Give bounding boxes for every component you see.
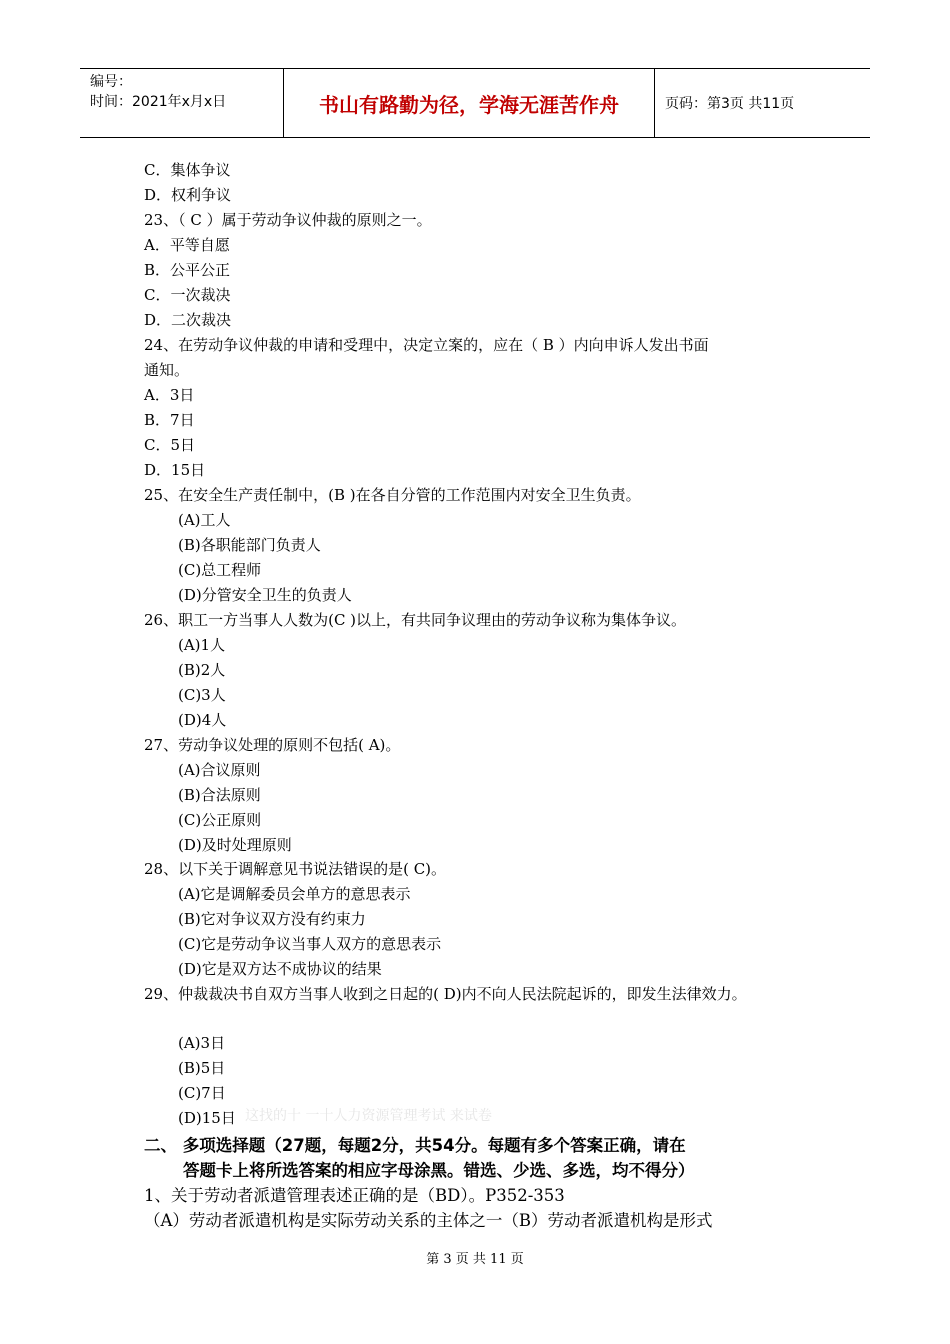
option-line: (B)2人 — [178, 661, 226, 679]
option-line: (B)各职能部门负责人 — [178, 536, 321, 554]
option-line: (D)分管安全卫生的负责人 — [178, 586, 352, 604]
header-motto: 书山有路勤为径，学海无涯苦作舟 — [283, 69, 655, 137]
option-line: (C)它是劳动争议当事人双方的意思表示 — [178, 935, 442, 953]
option-line: (A)3日 — [178, 1034, 226, 1052]
option-line: D．15日 — [144, 461, 206, 479]
option-line: B．公平公正 — [144, 261, 231, 279]
option-line: (D)15日 — [178, 1109, 236, 1127]
option-line: A．3日 — [144, 386, 195, 404]
option-line: (B)它对争议双方没有约束力 — [178, 910, 366, 928]
multi-question-1-options: （A）劳动者派遣机构是实际劳动关系的主体之一（B）劳动者派遣机构是形式 — [144, 1211, 713, 1230]
option-line: (A)1人 — [178, 636, 226, 654]
time-label: 时间：2021年x月x日 — [90, 94, 227, 110]
option-line: (D)4人 — [178, 711, 227, 729]
option-line: (C)公正原则 — [178, 811, 262, 829]
option-line: D．二次裁决 — [144, 311, 232, 329]
option-line: A．平等自愿 — [144, 236, 230, 254]
option-line: (A)工人 — [178, 511, 231, 529]
header-page-code: 页码：第3页 共11页 — [665, 96, 795, 112]
option-line: (A)它是调解委员会单方的意思表示 — [178, 885, 411, 903]
option-line: (B)5日 — [178, 1059, 226, 1077]
option-line: (A)合议原则 — [178, 761, 261, 779]
option-line: C．5日 — [144, 436, 196, 454]
number-label: 编号： — [90, 74, 132, 90]
option-line: (D)及时处理原则 — [178, 836, 292, 854]
question-29: 29、仲裁裁决书自双方当事人收到之日起的( D)内不向人民法院起诉的，即发生法律效力。 — [144, 985, 747, 1003]
question-27: 27、劳动争议处理的原则不包括( A)。 — [144, 736, 401, 754]
question-24: 24、在劳动争议仲裁的申请和受理中，决定立案的，应在（ B ）内向申诉人发出书面 — [144, 336, 709, 354]
question-28: 28、以下关于调解意见书说法错误的是( C)。 — [144, 860, 447, 878]
question-23: 23、（ C ）属于劳动争议仲裁的原则之一。 — [144, 211, 432, 229]
section-title-cont: 答题卡上将所选答案的相应字母涂黑。错选、少选、多选，均不得分） — [183, 1161, 695, 1180]
page-footer: 第 3 页 共 11 页 — [426, 1252, 524, 1267]
option-line: (C)7日 — [178, 1084, 226, 1102]
header-info-cell — [80, 69, 283, 137]
option-line: C．集体争议 — [144, 161, 231, 179]
option-line: (C)总工程师 — [178, 561, 262, 579]
option-line: (D)它是双方达不成协议的结果 — [178, 960, 382, 978]
question-24-cont: 通知。 — [144, 361, 190, 379]
option-line: C．一次裁决 — [144, 286, 231, 304]
question-26: 26、职工一方当事人人数为(C )以上，有共同争议理由的劳动争议称为集体争议。 — [144, 611, 687, 629]
section-title: 二、 多项选择题（27题，每题2分，共54分。每题有多个答案正确，请在 — [144, 1136, 686, 1155]
option-line: B．7日 — [144, 411, 195, 429]
multi-question-1: 1、关于劳动者派遣管理表述正确的是（BD）。P352-353 — [144, 1186, 565, 1205]
page-header — [80, 68, 870, 138]
question-25: 25、在安全生产责任制中，(B )在各自分管的工作范围内对安全卫生负责。 — [144, 486, 641, 504]
watermark-text: 这找的十 一十人力资源管理考试 来试卷 — [245, 1108, 492, 1124]
option-line: (C)3人 — [178, 686, 226, 704]
option-line: D．权利争议 — [144, 186, 232, 204]
option-line: (B)合法原则 — [178, 786, 261, 804]
